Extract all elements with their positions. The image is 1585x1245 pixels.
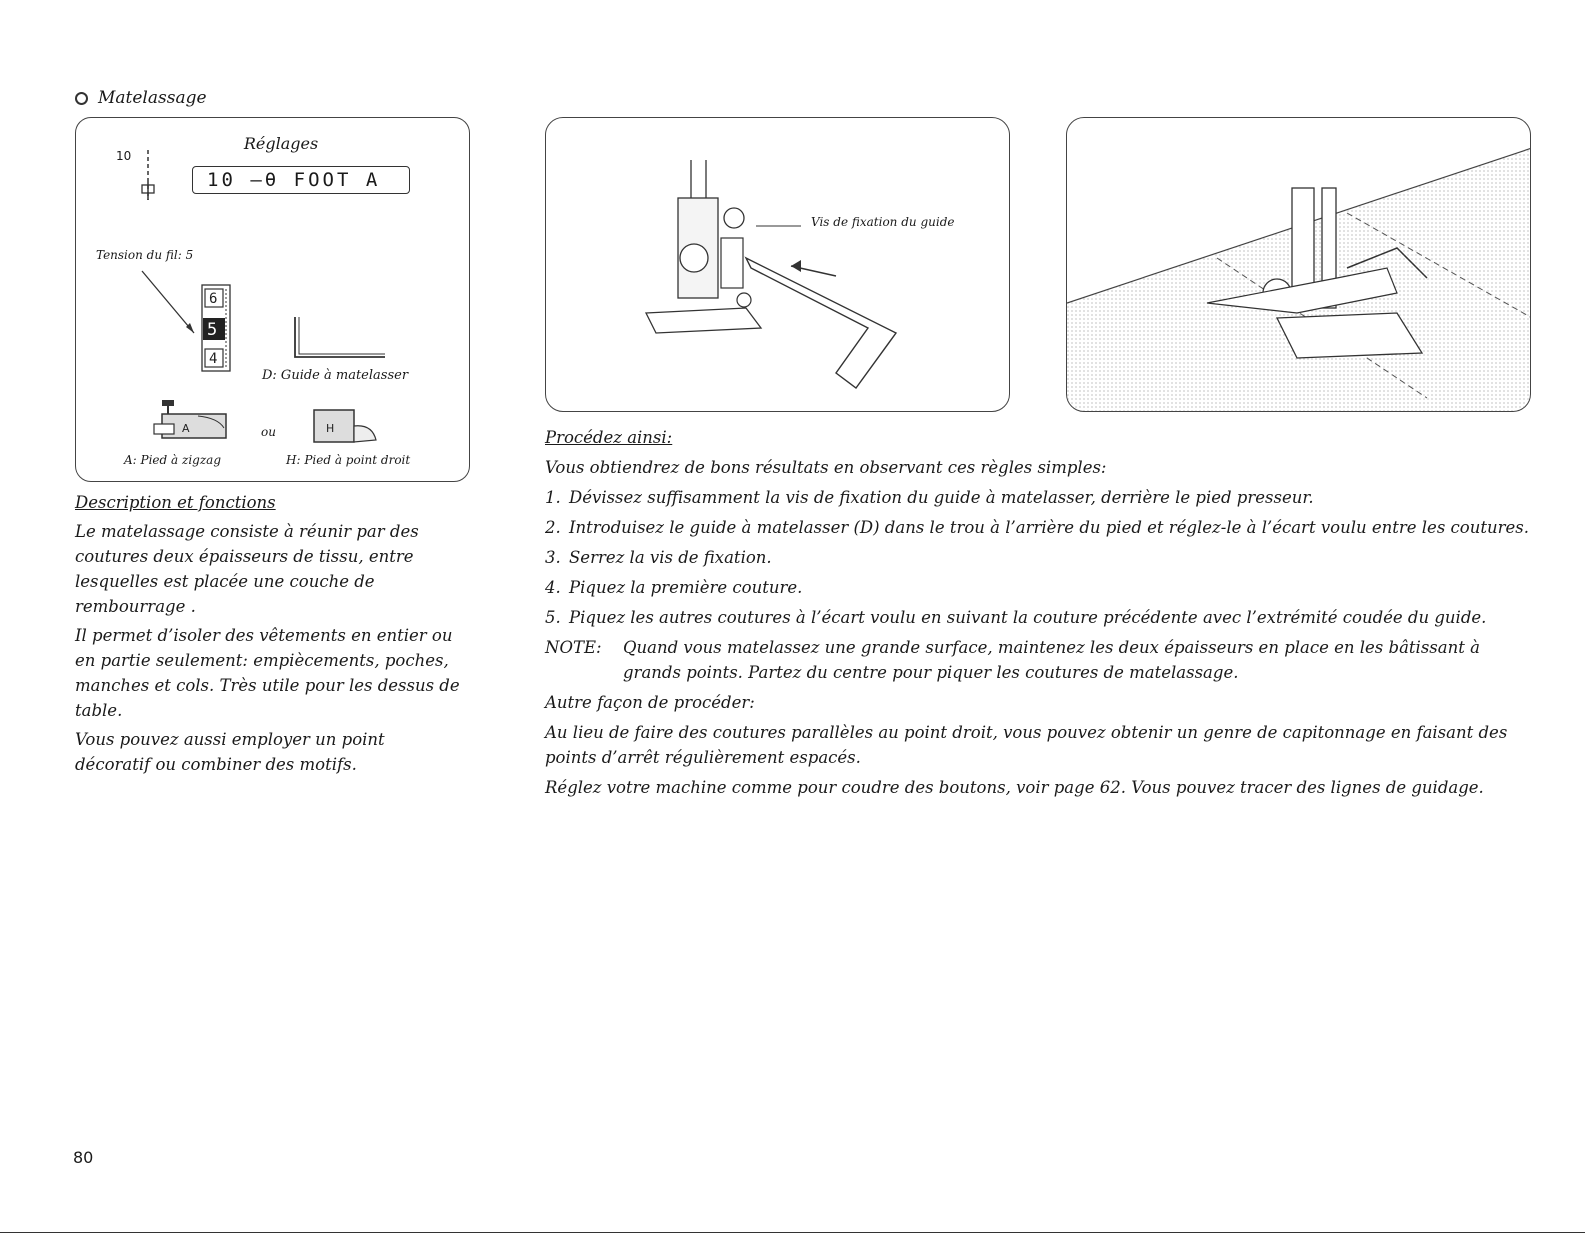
dial-number-4: 4 <box>209 351 218 367</box>
straight-stitch-foot-icon <box>306 406 386 448</box>
page-number: 80 <box>73 1148 94 1167</box>
svg-text:H: H <box>326 422 335 435</box>
settings-box <box>75 117 470 482</box>
dial-number-5: 5 <box>207 320 218 340</box>
tension-dial-illustration <box>136 263 236 373</box>
bullet-icon <box>75 92 88 105</box>
quilting-illustration <box>1067 118 1531 412</box>
foot-a-label: A: Pied à zigzag <box>124 453 222 467</box>
alternative-heading: Autre façon de procéder: <box>545 693 755 712</box>
procedure-section <box>545 425 1535 805</box>
settings-title: Réglages <box>243 134 319 153</box>
straight-stitch-icon <box>138 148 158 203</box>
description-paragraph: Le matelassage consiste à réunir par des coutures deux épaisseurs de tissu, entre lesquelles est placée une couche de rembourrage . <box>75 522 419 616</box>
description-section <box>75 490 465 781</box>
procedure-step: 1. Dévissez suffisamment la vis de fixation du guide à matelasser, derrière le pied presseur. <box>545 488 1314 507</box>
presser-foot-illustration <box>546 118 1010 412</box>
zigzag-foot-icon <box>148 398 238 448</box>
description-heading: Description et fonctions <box>75 493 276 512</box>
procedure-step: 5. Piquez les autres coutures à l’écart voulu en suivant la couture précédente avec l’extrémité coudée du guide. <box>545 608 1487 627</box>
procedure-heading: Procédez ainsi: <box>545 428 673 447</box>
svg-text:A: A <box>182 422 190 435</box>
section-title: Matelassage <box>75 88 207 108</box>
procedure-intro: Vous obtiendrez de bons résultats en observant ces règles simples: <box>545 458 1107 477</box>
guide-screw-callout: Vis de fixation du guide <box>811 215 955 229</box>
procedure-note: NOTE: Quand vous matelassez une grande surface, maintenez les deux épaisseurs en place en les bâtissant à grands points. Partez du centre pour piquer les coutures de matelassage. <box>545 638 1480 682</box>
figure-guide-screw <box>545 117 1010 412</box>
guide-label: D: Guide à matelasser <box>262 368 409 383</box>
quilting-guide-illustration <box>281 313 391 368</box>
figure-quilting-in-progress <box>1066 117 1531 412</box>
description-paragraph: Il permet d’isoler des vêtements en entier ou en partie seulement: empiècements, poches, manches et cols. Très utile pour les dessus de table. <box>75 626 460 720</box>
final-text: Réglez votre machine comme pour coudre des boutons, voir page 62. Vous pouvez tracer des lignes de guidage. <box>545 778 1484 797</box>
foot-h-label: H: Pied à point droit <box>286 453 411 467</box>
procedure-step: 3. Serrez la vis de fixation. <box>545 548 772 567</box>
lcd-display: 10 —θ FOOT A <box>192 166 410 194</box>
or-label: ou <box>261 425 276 439</box>
bottom-rule <box>0 1232 1585 1233</box>
description-paragraph: Vous pouvez aussi employer un point décoratif ou combiner des motifs. <box>75 730 385 774</box>
dial-number-6: 6 <box>209 291 218 307</box>
alternative-text: Au lieu de faire des coutures parallèles au point droit, vous pouvez obtenir un genre de capitonnage en faisant des points d’arrêt régulièrement espacés. <box>545 723 1508 767</box>
stitch-number: 10 <box>116 149 132 163</box>
procedure-step: 4. Piquez la première couture. <box>545 578 803 597</box>
tension-label: Tension du fil: 5 <box>96 248 194 262</box>
procedure-step: 2. Introduisez le guide à matelasser (D) dans le trou à l’arrière du pied et réglez-le à l’écart voulu entre les coutures. <box>545 518 1529 537</box>
